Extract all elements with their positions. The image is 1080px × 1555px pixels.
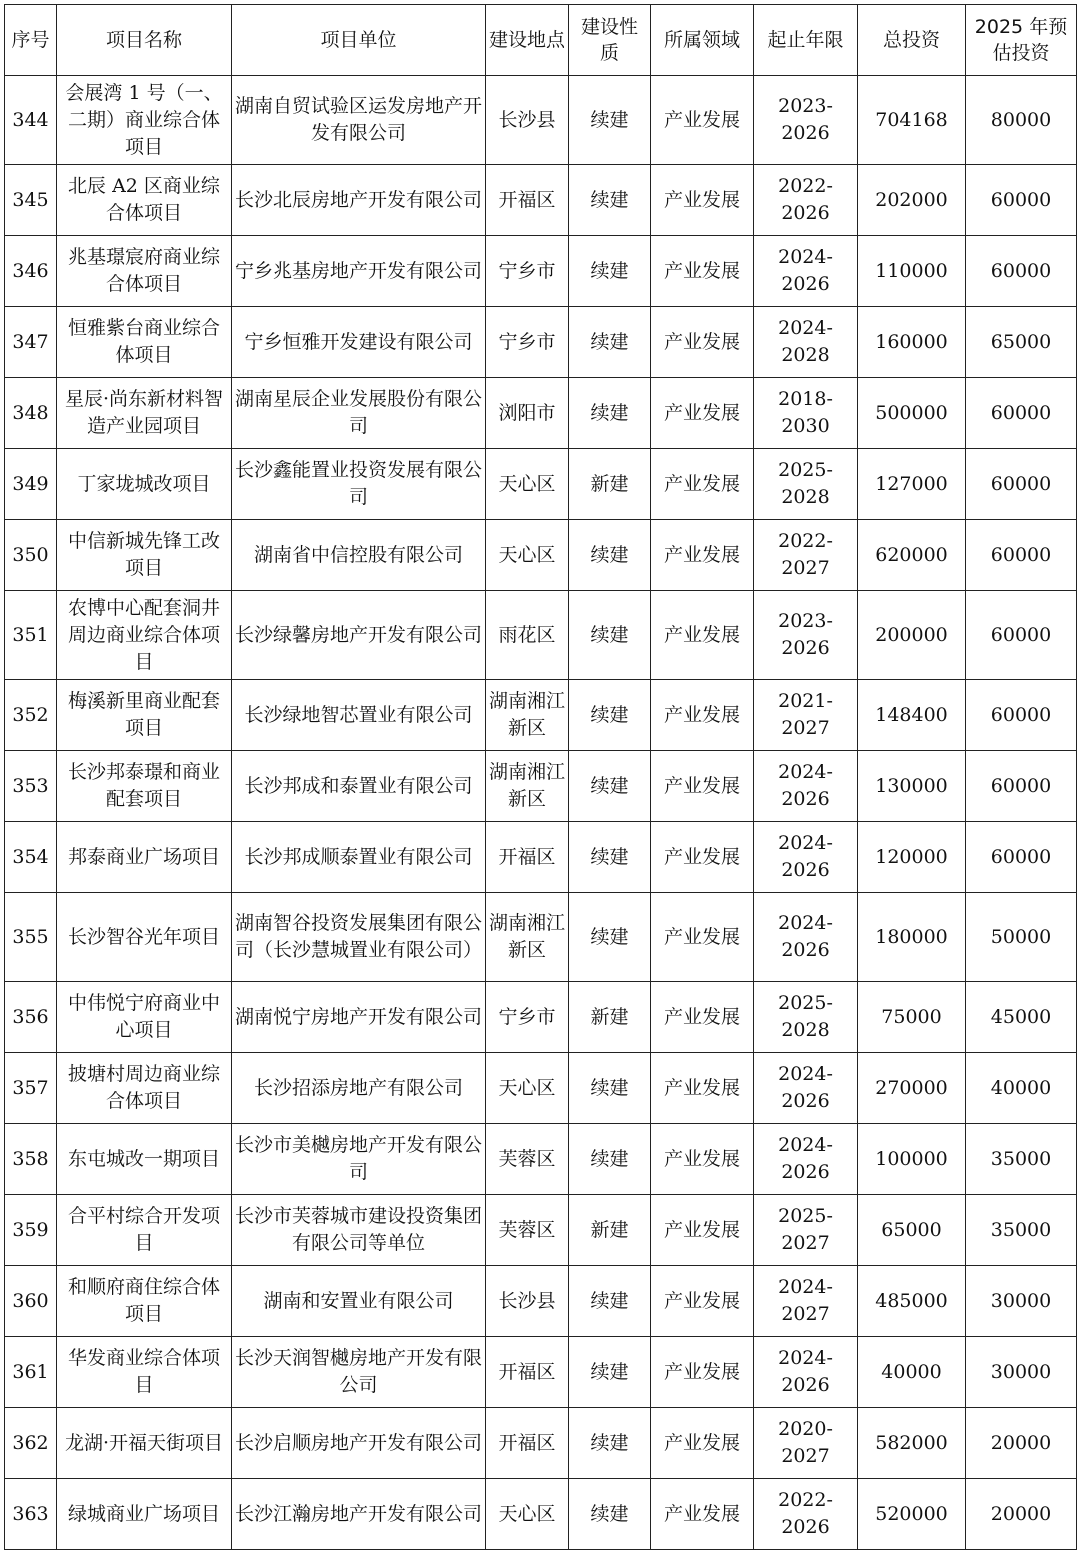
cell-nature: 续建 (569, 822, 651, 893)
cell-total: 120000 (858, 822, 966, 893)
cell-unit: 长沙绿馨房地产开发有限公司 (232, 591, 486, 680)
cell-no: 348 (5, 378, 57, 449)
cell-no: 346 (5, 236, 57, 307)
cell-period: 2024-2026 (754, 822, 858, 893)
cell-nature: 续建 (569, 751, 651, 822)
cell-unit: 湖南悦宁房地产开发有限公司 (232, 982, 486, 1053)
header-nature: 建设性质 (569, 5, 651, 76)
cell-period: 2020-2027 (754, 1408, 858, 1479)
cell-location: 芙蓉区 (486, 1195, 569, 1266)
cell-total: 202000 (858, 165, 966, 236)
table-body (5, 76, 1077, 1550)
table-row (5, 165, 1077, 236)
cell-nature: 续建 (569, 76, 651, 165)
cell-no: 357 (5, 1053, 57, 1124)
table-row (5, 449, 1077, 520)
table-row (5, 1337, 1077, 1408)
cell-nature: 续建 (569, 307, 651, 378)
cell-unit: 长沙市美樾房地产开发有限公司 (232, 1124, 486, 1195)
cell-total: 180000 (858, 893, 966, 982)
cell-total: 582000 (858, 1408, 966, 1479)
header-field: 所属领域 (651, 5, 754, 76)
table-row (5, 893, 1077, 982)
cell-period: 2025-2028 (754, 982, 858, 1053)
cell-period: 2021-2027 (754, 680, 858, 751)
cell-field: 产业发展 (651, 307, 754, 378)
cell-nature: 续建 (569, 893, 651, 982)
cell-est2025: 30000 (966, 1266, 1077, 1337)
cell-field: 产业发展 (651, 378, 754, 449)
cell-no: 363 (5, 1479, 57, 1550)
cell-no: 359 (5, 1195, 57, 1266)
cell-field: 产业发展 (651, 165, 754, 236)
table-row (5, 591, 1077, 680)
cell-field: 产业发展 (651, 520, 754, 591)
header-row (5, 5, 1077, 76)
cell-total: 485000 (858, 1266, 966, 1337)
table-row (5, 520, 1077, 591)
table-row (5, 1195, 1077, 1266)
cell-location: 天心区 (486, 449, 569, 520)
cell-name: 中伟悦宁府商业中心项目 (57, 982, 232, 1053)
cell-est2025: 20000 (966, 1408, 1077, 1479)
table-row (5, 1053, 1077, 1124)
cell-est2025: 60000 (966, 680, 1077, 751)
cell-nature: 续建 (569, 520, 651, 591)
cell-unit: 湖南自贸试验区运发房地产开发有限公司 (232, 76, 486, 165)
cell-period: 2024-2027 (754, 1266, 858, 1337)
cell-period: 2024-2026 (754, 236, 858, 307)
cell-unit: 湖南省中信控股有限公司 (232, 520, 486, 591)
table-row (5, 76, 1077, 165)
cell-est2025: 60000 (966, 449, 1077, 520)
table-row (5, 236, 1077, 307)
cell-name: 长沙邦泰璟和商业配套项目 (57, 751, 232, 822)
cell-period: 2024-2028 (754, 307, 858, 378)
cell-period: 2023-2026 (754, 76, 858, 165)
cell-field: 产业发展 (651, 236, 754, 307)
cell-unit: 湖南星辰企业发展股份有限公司 (232, 378, 486, 449)
cell-no: 350 (5, 520, 57, 591)
cell-est2025: 45000 (966, 982, 1077, 1053)
cell-total: 100000 (858, 1124, 966, 1195)
cell-location: 长沙县 (486, 1266, 569, 1337)
table-row (5, 1124, 1077, 1195)
cell-period: 2024-2026 (754, 1124, 858, 1195)
cell-unit: 长沙邦成和泰置业有限公司 (232, 751, 486, 822)
cell-total: 65000 (858, 1195, 966, 1266)
cell-no: 352 (5, 680, 57, 751)
cell-nature: 续建 (569, 165, 651, 236)
cell-location: 开福区 (486, 1408, 569, 1479)
cell-field: 产业发展 (651, 76, 754, 165)
cell-period: 2024-2026 (754, 893, 858, 982)
cell-total: 75000 (858, 982, 966, 1053)
cell-name: 兆基璟宸府商业综合体项目 (57, 236, 232, 307)
cell-total: 127000 (858, 449, 966, 520)
cell-nature: 续建 (569, 1053, 651, 1124)
cell-nature: 续建 (569, 680, 651, 751)
table-row (5, 680, 1077, 751)
cell-field: 产业发展 (651, 680, 754, 751)
cell-est2025: 65000 (966, 307, 1077, 378)
cell-no: 349 (5, 449, 57, 520)
cell-unit: 长沙招添房地产有限公司 (232, 1053, 486, 1124)
cell-est2025: 35000 (966, 1195, 1077, 1266)
cell-est2025: 40000 (966, 1053, 1077, 1124)
cell-unit: 长沙绿地智芯置业有限公司 (232, 680, 486, 751)
table-row (5, 1479, 1077, 1550)
cell-total: 200000 (858, 591, 966, 680)
cell-location: 长沙县 (486, 76, 569, 165)
cell-field: 产业发展 (651, 591, 754, 680)
cell-total: 130000 (858, 751, 966, 822)
cell-est2025: 60000 (966, 591, 1077, 680)
cell-period: 2022-2026 (754, 165, 858, 236)
cell-name: 会展湾 1 号（一、二期）商业综合体项目 (57, 76, 232, 165)
cell-est2025: 35000 (966, 1124, 1077, 1195)
cell-est2025: 60000 (966, 236, 1077, 307)
cell-unit: 长沙邦成顺泰置业有限公司 (232, 822, 486, 893)
cell-location: 天心区 (486, 520, 569, 591)
cell-location: 雨花区 (486, 591, 569, 680)
cell-no: 344 (5, 76, 57, 165)
table-row (5, 378, 1077, 449)
cell-nature: 续建 (569, 1337, 651, 1408)
cell-field: 产业发展 (651, 982, 754, 1053)
cell-total: 520000 (858, 1479, 966, 1550)
cell-name: 和顺府商住综合体项目 (57, 1266, 232, 1337)
cell-nature: 续建 (569, 1479, 651, 1550)
cell-name: 披塘村周边商业综合体项目 (57, 1053, 232, 1124)
cell-unit: 宁乡兆基房地产开发有限公司 (232, 236, 486, 307)
cell-period: 2024-2026 (754, 1053, 858, 1124)
cell-nature: 新建 (569, 1195, 651, 1266)
header-period: 起止年限 (754, 5, 858, 76)
cell-est2025: 30000 (966, 1337, 1077, 1408)
project-table (4, 4, 1077, 1550)
cell-name: 梅溪新里商业配套项目 (57, 680, 232, 751)
cell-no: 345 (5, 165, 57, 236)
cell-nature: 续建 (569, 591, 651, 680)
cell-name: 邦泰商业广场项目 (57, 822, 232, 893)
cell-unit: 长沙启顺房地产开发有限公司 (232, 1408, 486, 1479)
cell-name: 恒雅紫台商业综合体项目 (57, 307, 232, 378)
cell-nature: 续建 (569, 378, 651, 449)
cell-unit: 湖南和安置业有限公司 (232, 1266, 486, 1337)
cell-est2025: 20000 (966, 1479, 1077, 1550)
cell-est2025: 60000 (966, 378, 1077, 449)
cell-name: 绿城商业广场项目 (57, 1479, 232, 1550)
cell-location: 浏阳市 (486, 378, 569, 449)
cell-name: 华发商业综合体项目 (57, 1337, 232, 1408)
cell-location: 宁乡市 (486, 982, 569, 1053)
cell-nature: 续建 (569, 1124, 651, 1195)
cell-period: 2022-2026 (754, 1479, 858, 1550)
cell-field: 产业发展 (651, 1124, 754, 1195)
cell-total: 620000 (858, 520, 966, 591)
cell-unit: 长沙天润智樾房地产开发有限公司 (232, 1337, 486, 1408)
cell-total: 110000 (858, 236, 966, 307)
cell-field: 产业发展 (651, 1053, 754, 1124)
cell-name: 合平村综合开发项目 (57, 1195, 232, 1266)
cell-total: 40000 (858, 1337, 966, 1408)
cell-total: 270000 (858, 1053, 966, 1124)
cell-total: 704168 (858, 76, 966, 165)
cell-unit: 长沙鑫能置业投资发展有限公司 (232, 449, 486, 520)
cell-location: 湖南湘江新区 (486, 893, 569, 982)
cell-location: 宁乡市 (486, 307, 569, 378)
cell-unit: 湖南智谷投资发展集团有限公司（长沙慧城置业有限公司） (232, 893, 486, 982)
cell-period: 2022-2027 (754, 520, 858, 591)
cell-name: 北辰 A2 区商业综合体项目 (57, 165, 232, 236)
cell-period: 2018-2030 (754, 378, 858, 449)
cell-location: 芙蓉区 (486, 1124, 569, 1195)
cell-nature: 新建 (569, 449, 651, 520)
cell-location: 天心区 (486, 1053, 569, 1124)
header-total: 总投资 (858, 5, 966, 76)
cell-name: 长沙智谷光年项目 (57, 893, 232, 982)
cell-field: 产业发展 (651, 751, 754, 822)
cell-unit: 长沙市芙蓉城市建设投资集团有限公司等单位 (232, 1195, 486, 1266)
cell-name: 农博中心配套洞井周边商业综合体项目 (57, 591, 232, 680)
table-row (5, 822, 1077, 893)
cell-no: 354 (5, 822, 57, 893)
cell-period: 2025-2028 (754, 449, 858, 520)
cell-est2025: 60000 (966, 165, 1077, 236)
cell-name: 中信新城先锋工改项目 (57, 520, 232, 591)
cell-field: 产业发展 (651, 1479, 754, 1550)
cell-no: 351 (5, 591, 57, 680)
cell-no: 362 (5, 1408, 57, 1479)
table-row (5, 307, 1077, 378)
cell-field: 产业发展 (651, 1408, 754, 1479)
cell-no: 358 (5, 1124, 57, 1195)
cell-no: 356 (5, 982, 57, 1053)
cell-no: 361 (5, 1337, 57, 1408)
cell-est2025: 50000 (966, 893, 1077, 982)
cell-est2025: 80000 (966, 76, 1077, 165)
cell-unit: 宁乡恒雅开发建设有限公司 (232, 307, 486, 378)
cell-no: 347 (5, 307, 57, 378)
cell-name: 丁家垅城改项目 (57, 449, 232, 520)
cell-name: 星辰·尚东新材料智造产业园项目 (57, 378, 232, 449)
document-page (4, 4, 1077, 1550)
header-name: 项目名称 (57, 5, 232, 76)
cell-location: 开福区 (486, 1337, 569, 1408)
cell-period: 2024-2026 (754, 751, 858, 822)
table-row (5, 1266, 1077, 1337)
cell-field: 产业发展 (651, 449, 754, 520)
cell-nature: 续建 (569, 1408, 651, 1479)
table-row (5, 751, 1077, 822)
cell-field: 产业发展 (651, 1266, 754, 1337)
cell-nature: 续建 (569, 1266, 651, 1337)
cell-location: 湖南湘江新区 (486, 680, 569, 751)
header-no: 序号 (5, 5, 57, 76)
cell-field: 产业发展 (651, 1337, 754, 1408)
table-row (5, 982, 1077, 1053)
cell-period: 2024-2026 (754, 1337, 858, 1408)
cell-location: 开福区 (486, 822, 569, 893)
cell-no: 355 (5, 893, 57, 982)
header-unit: 项目单位 (232, 5, 486, 76)
cell-no: 353 (5, 751, 57, 822)
header-location: 建设地点 (486, 5, 569, 76)
cell-period: 2025-2027 (754, 1195, 858, 1266)
cell-est2025: 60000 (966, 520, 1077, 591)
header-est2025: 2025 年预估投资 (966, 5, 1077, 76)
cell-nature: 续建 (569, 236, 651, 307)
cell-total: 160000 (858, 307, 966, 378)
cell-field: 产业发展 (651, 822, 754, 893)
cell-unit: 长沙北辰房地产开发有限公司 (232, 165, 486, 236)
cell-name: 东屯城改一期项目 (57, 1124, 232, 1195)
cell-location: 天心区 (486, 1479, 569, 1550)
cell-total: 500000 (858, 378, 966, 449)
cell-est2025: 60000 (966, 822, 1077, 893)
cell-field: 产业发展 (651, 893, 754, 982)
cell-period: 2023-2026 (754, 591, 858, 680)
cell-name: 龙湖·开福天街项目 (57, 1408, 232, 1479)
cell-total: 148400 (858, 680, 966, 751)
cell-est2025: 60000 (966, 751, 1077, 822)
cell-nature: 新建 (569, 982, 651, 1053)
cell-location: 开福区 (486, 165, 569, 236)
table-row (5, 1408, 1077, 1479)
cell-location: 湖南湘江新区 (486, 751, 569, 822)
cell-no: 360 (5, 1266, 57, 1337)
cell-field: 产业发展 (651, 1195, 754, 1266)
cell-unit: 长沙江瀚房地产开发有限公司 (232, 1479, 486, 1550)
cell-location: 宁乡市 (486, 236, 569, 307)
